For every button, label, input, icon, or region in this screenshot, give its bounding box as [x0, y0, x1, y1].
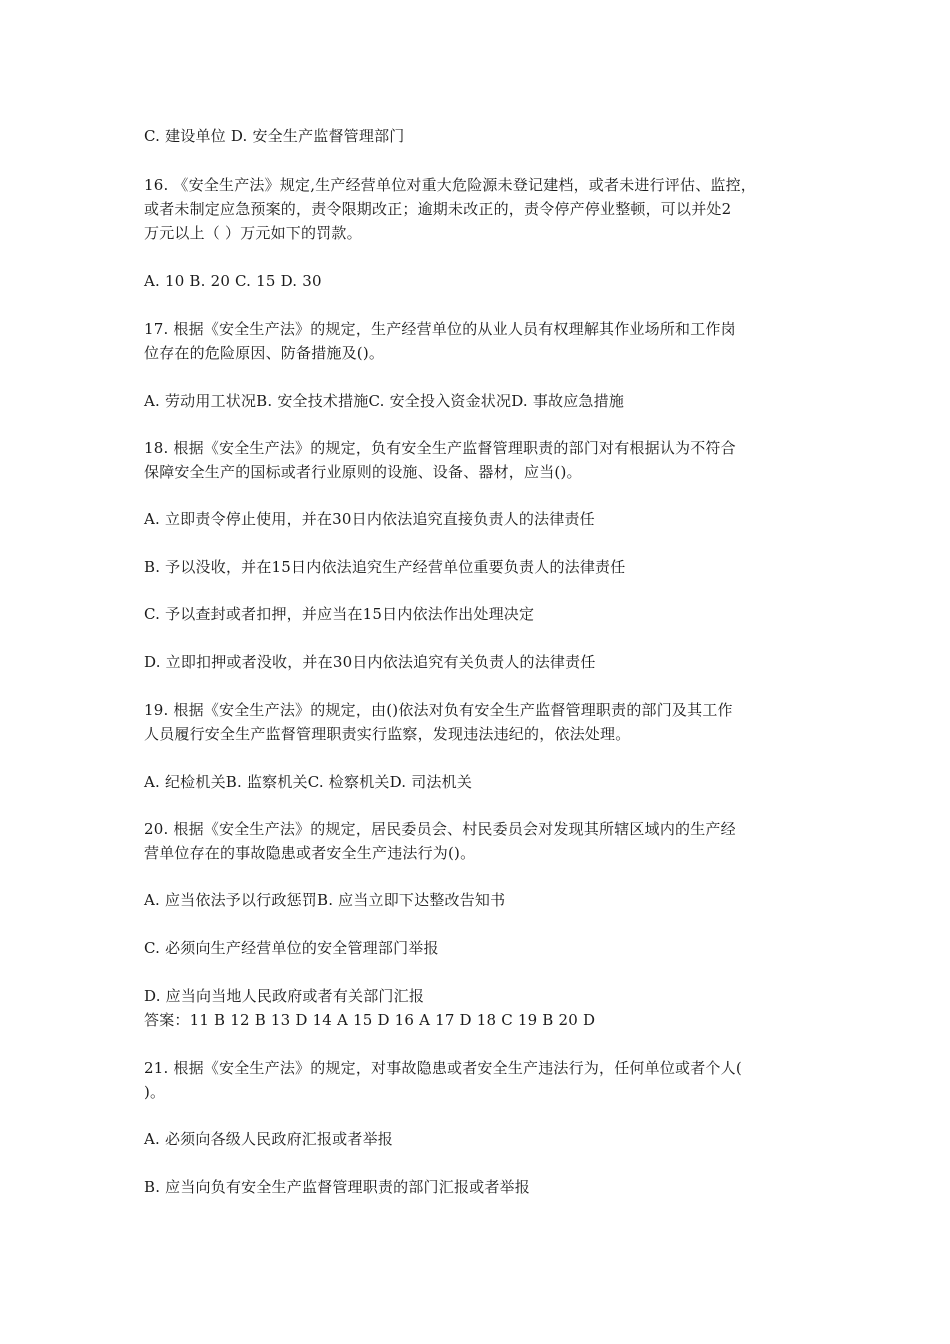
question-17-options: A. 劳动用工状况B. 安全技术措施C. 安全投入资金状况D. 事故应急措施 [144, 392, 625, 410]
question-21-option-a: A. 必须向各级人民政府汇报或者举报 [144, 1130, 393, 1148]
question-16-options: A. 10 B. 20 C. 15 D. 30 [144, 272, 322, 290]
question-18-option-d: D. 立即扣押或者没收，并在30日内依法追究有关负责人的法律责任 [144, 653, 596, 671]
question-20-line-1: 20. 根据《安全生产法》的规定，居民委员会、村民委员会对发现其所辖区域内的生产经 [144, 820, 736, 838]
question-18-option-b: B. 予以没收，并在15日内依法追究生产经营单位重要负责人的法律责任 [144, 558, 626, 576]
question-18-option-a: A. 立即责令停止使用，并在30日内依法追究直接负责人的法律责任 [144, 510, 595, 528]
option-line-q15-cd: C. 建设单位 D. 安全生产监督管理部门 [144, 127, 405, 145]
question-21-option-b: B. 应当向负有安全生产监督管理职责的部门汇报或者举报 [144, 1178, 530, 1196]
question-20-line-2: 营单位存在的事故隐患或者安全生产违法行为()。 [144, 844, 476, 862]
question-19-line-1: 19. 根据《安全生产法》的规定，由()依法对负有安全生产监督管理职责的部门及其工作 [144, 701, 733, 719]
answer-key: 答案：11 B 12 B 13 D 14 A 15 D 16 A 17 D 18 C 19 B 20 D [144, 1011, 596, 1029]
question-19-options: A. 纪检机关B. 监察机关C. 检察机关D. 司法机关 [144, 773, 473, 791]
question-16-line-1: 16. 《安全生产法》规定,生产经营单位对重大危险源未登记建档，或者未进行评估、监控， [144, 176, 756, 194]
question-19-line-2: 人员履行安全生产监督管理职责实行监察，发现违法违纪的，依法处理。 [144, 725, 631, 743]
question-21-line-2: )。 [144, 1083, 166, 1101]
question-18-option-c: C. 予以查封或者扣押，并应当在15日内依法作出处理决定 [144, 605, 535, 623]
question-18-line-1: 18. 根据《安全生产法》的规定，负有安全生产监督管理职责的部门对有根据认为不符合 [144, 439, 736, 457]
question-16-line-2: 或者未制定应急预案的，责令限期改正；逾期未改正的，责令停产停业整顿，可以并处2 [144, 200, 732, 218]
question-21-line-1: 21. 根据《安全生产法》的规定，对事故隐患或者安全生产违法行为，任何单位或者个人( [144, 1059, 742, 1077]
question-20-options-ab: A. 应当依法予以行政惩罚B. 应当立即下达整改告知书 [144, 891, 506, 909]
question-16-line-3: 万元以上（ ）万元如下的罚款。 [144, 224, 362, 242]
question-20-option-d: D. 应当向当地人民政府或者有关部门汇报 [144, 987, 425, 1005]
question-17-line-2: 位存在的危险原因、防备措施及()。 [144, 344, 385, 362]
question-18-line-2: 保障安全生产的国标或者行业原则的设施、设备、器材，应当()。 [144, 463, 582, 481]
question-20-option-c: C. 必须向生产经营单位的安全管理部门举报 [144, 939, 439, 957]
question-17-line-1: 17. 根据《安全生产法》的规定，生产经营单位的从业人员有权理解其作业场所和工作岗 [144, 320, 736, 338]
